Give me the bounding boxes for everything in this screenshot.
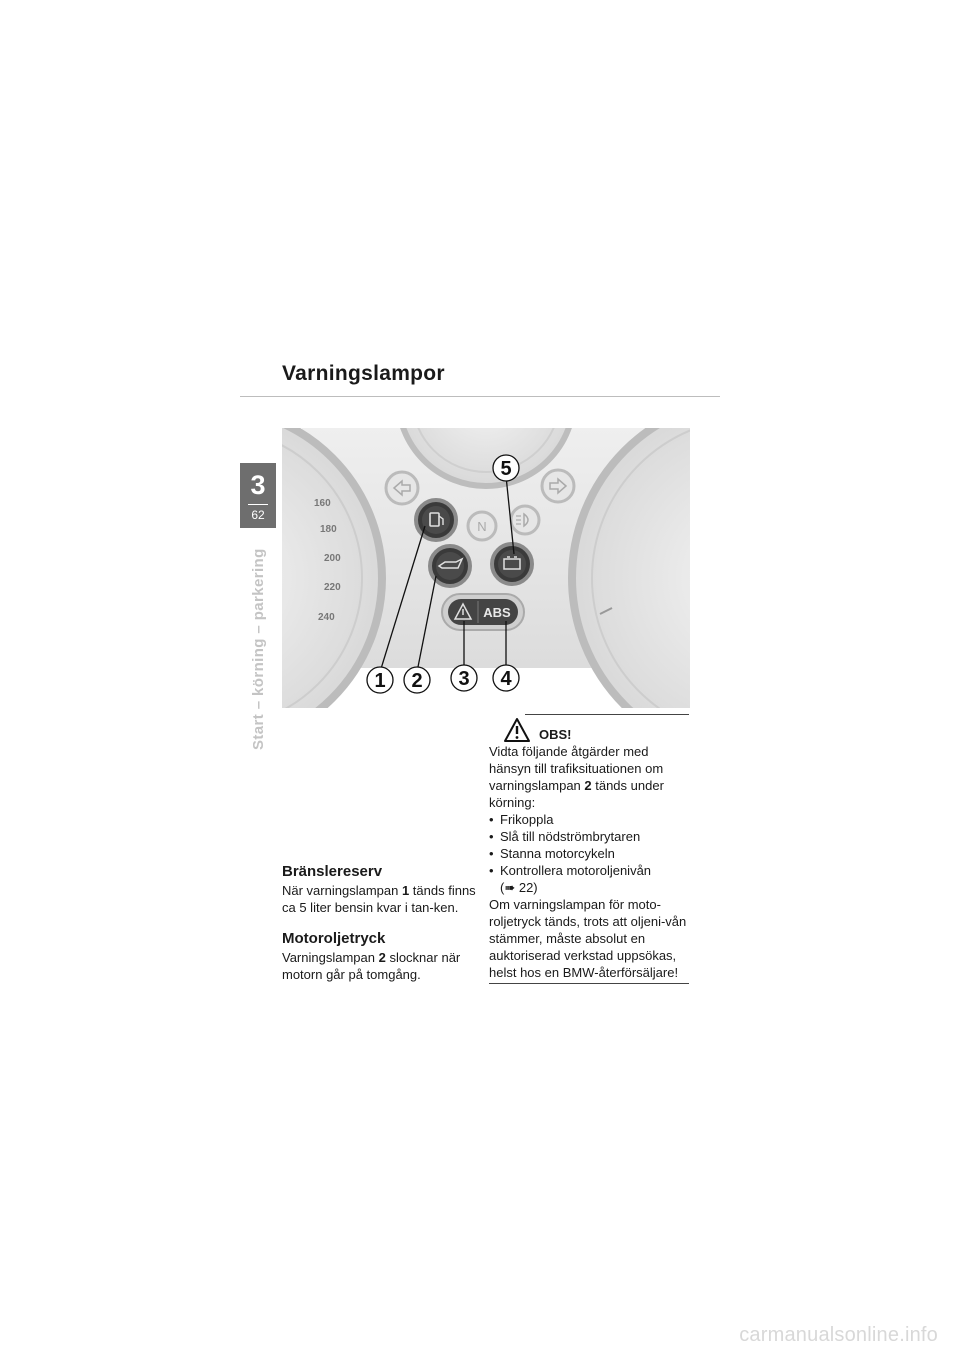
lamp-ref: 1 <box>401 883 410 898</box>
section-oil-pressure <box>282 930 478 983</box>
instrument-cluster-figure <box>282 428 690 708</box>
svg-text:5: 5 <box>500 458 512 480</box>
note-bottom-rule <box>489 983 689 984</box>
section-body: Varningslampan 2 slocknar när motorn går på tomgång. <box>282 950 461 982</box>
page-title: Varningslampor <box>282 362 445 385</box>
callout-3 <box>451 665 477 691</box>
note-intro: Vidta följande åtgärder med hänsyn till trafiksituationen om varningslampan 2 tänds under körning: <box>489 744 664 810</box>
callout-1 <box>367 667 393 693</box>
list-item: • Slå till nödströmbrytaren <box>489 828 689 845</box>
high-beam-icon <box>511 506 539 534</box>
warning-icon <box>503 717 531 743</box>
list-item: • Kontrollera motoroljenivån <box>489 862 689 879</box>
tick-label-160: 160 <box>314 498 331 509</box>
watermark: carmanualsonline.info <box>739 1324 938 1346</box>
chapter-tab <box>240 463 276 528</box>
tick-label-200: 200 <box>324 553 341 564</box>
callout-2 <box>404 667 430 693</box>
left-turn-icon <box>386 472 418 504</box>
chapter-number: 3 <box>250 470 266 500</box>
section-fuel-reserve <box>282 863 478 916</box>
left-column <box>282 863 478 983</box>
list-item: • Frikoppla <box>489 811 689 828</box>
warning-abs-lamp-block <box>442 594 524 630</box>
right-turn-icon <box>542 470 574 502</box>
neutral-label: N <box>477 519 487 534</box>
section-heading: Bränslereserv <box>282 863 383 880</box>
svg-text:3: 3 <box>458 668 470 690</box>
lamp-ref: 2 <box>584 778 592 793</box>
section-heading: Motoroljetryck <box>282 930 386 947</box>
tick-label-240: 240 <box>318 612 335 623</box>
chapter-divider <box>248 504 268 505</box>
lamp-ref: 2 <box>378 950 386 965</box>
caution-note <box>489 714 689 984</box>
oil-pressure-lamp-icon <box>430 546 470 586</box>
title-divider <box>240 396 720 397</box>
section-body: När varningslampan 1 tänds finns ca 5 liter bensin kvar i tan-ken. <box>282 883 476 915</box>
list-item: • Stanna motorcykeln <box>489 845 689 862</box>
tick-label-180: 180 <box>320 524 337 535</box>
note-title: OBS! <box>539 727 572 742</box>
page-number: 62 <box>251 508 265 522</box>
tick-label-220: 220 <box>324 582 341 593</box>
page-reference: (➠ 22) <box>500 880 538 895</box>
action-list <box>489 811 689 879</box>
note-header <box>489 715 689 743</box>
svg-text:4: 4 <box>500 668 512 690</box>
neutral-indicator-icon <box>468 512 496 540</box>
battery-lamp-icon <box>492 544 532 584</box>
abs-lamp-label: ABS <box>483 605 511 620</box>
warning-icon-letter: e <box>503 742 504 743</box>
callout-5 <box>493 455 519 481</box>
callout-4 <box>493 665 519 691</box>
chapter-side-label: Start – körning – parkering <box>250 548 267 750</box>
note-outro: Om varningslampan för moto-roljetryck tänds, trots att oljeni-vån stämmer, måste absolut en auktoriserad verkstad uppsökas, helst hos en BMW-återförsäljare! <box>489 897 687 980</box>
svg-text:2: 2 <box>411 670 423 692</box>
svg-text:1: 1 <box>374 670 386 692</box>
